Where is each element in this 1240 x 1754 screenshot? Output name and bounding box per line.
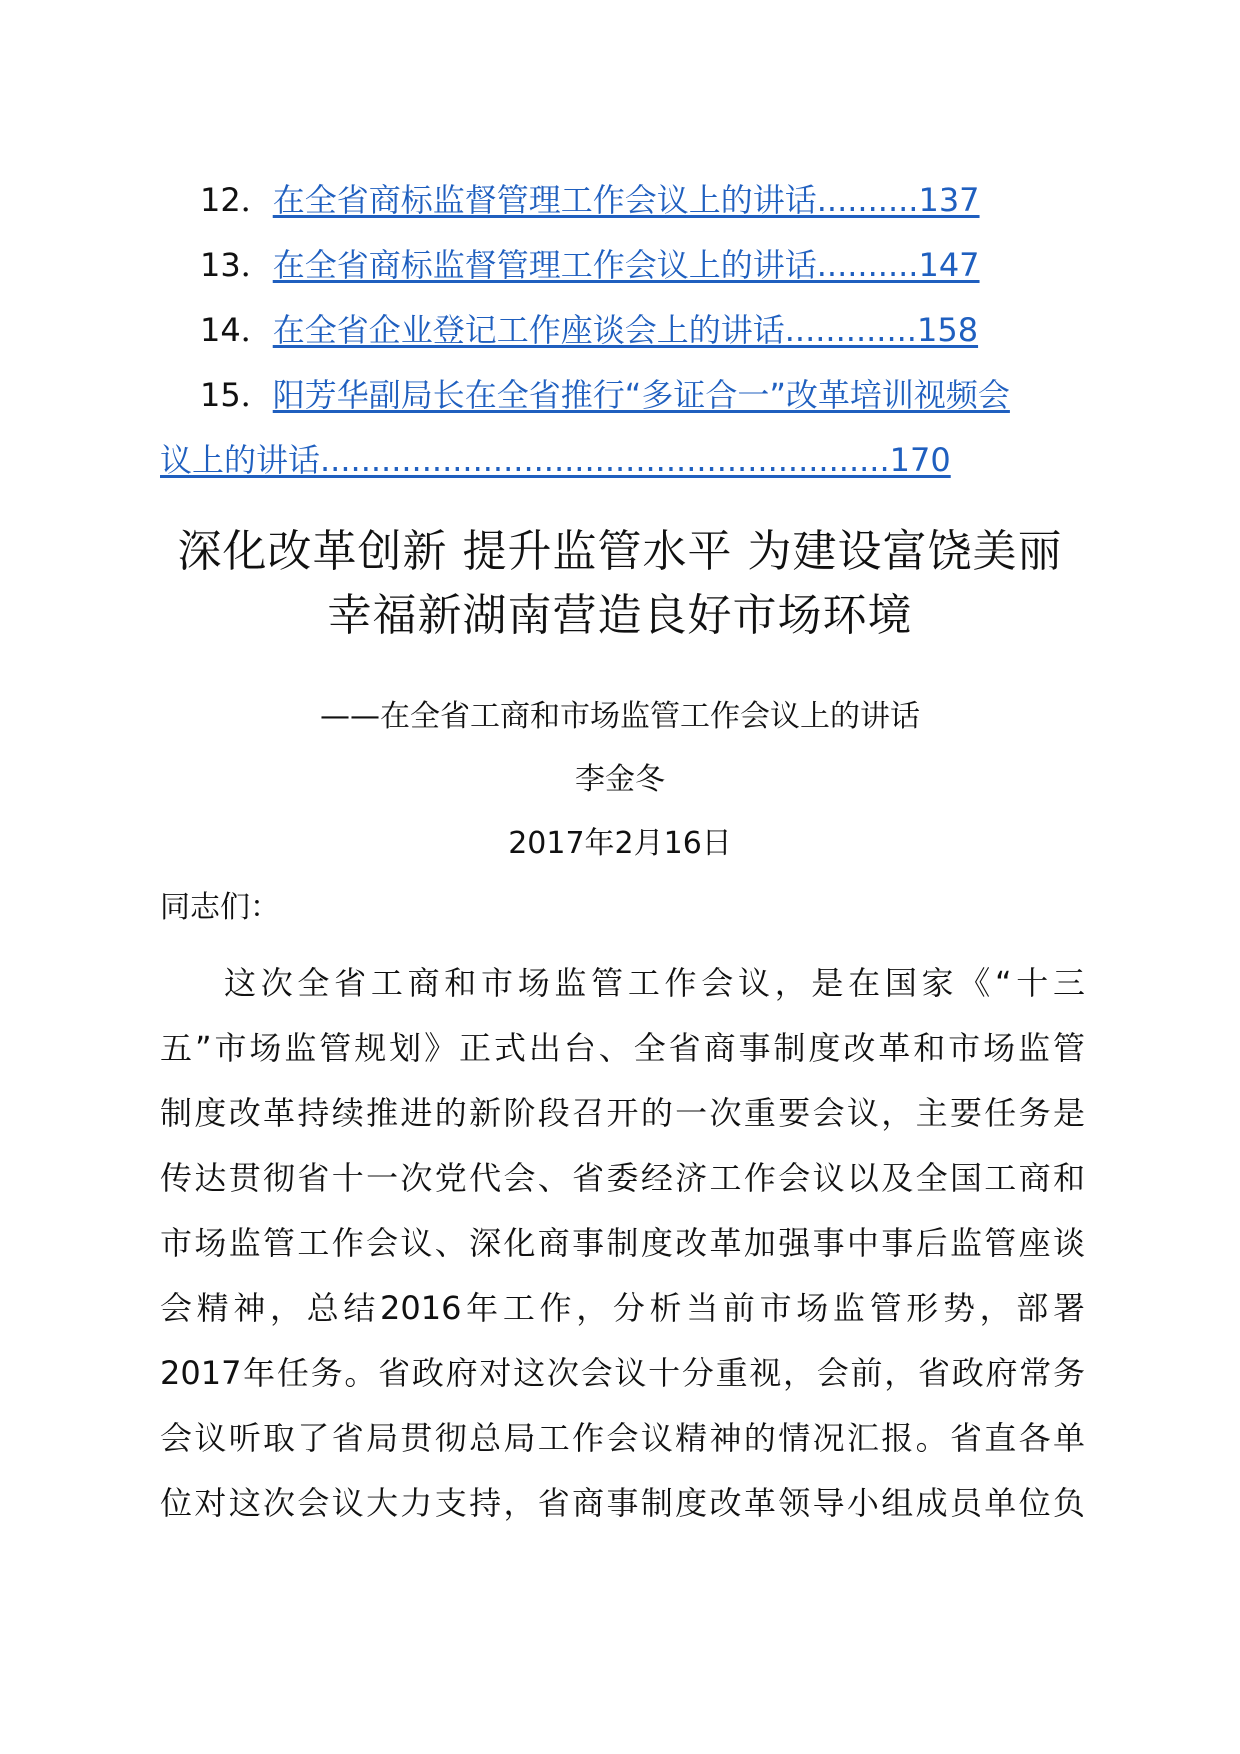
document-title: [0, 520, 1240, 648]
body-line: 市场监管工作会议、深化商事制度改革加强事中事后监管座谈: [160, 1224, 1085, 1262]
toc-link-15[interactable]: 阳芳华副局长在全省推行“多证合一”改革培训视频会: [272, 376, 1010, 414]
toc-item-number: 15．: [200, 376, 273, 414]
title-line-2: 幸福新湖南营造良好市场环境: [327, 590, 913, 641]
document-author: 李金冬: [575, 762, 665, 797]
toc-link-13[interactable]: 在全省商标监督管理工作会议上的讲话..........147: [272, 246, 980, 284]
body-line: 2017年任务。省政府对这次会议十分重视，会前，省政府常务: [160, 1354, 1085, 1392]
body-line: 会议听取了省局贯彻总局工作会议精神的情况汇报。省直各单: [160, 1419, 1085, 1457]
toc-item-15: [160, 363, 1085, 428]
document-subtitle: ——在全省工商和市场监管工作会议上的讲话: [320, 699, 920, 734]
toc-link-12[interactable]: 在全省商标监督管理工作会议上的讲话..........137: [272, 181, 980, 219]
toc-link-15-continued[interactable]: 议上的讲话........................................................170: [160, 441, 951, 479]
body-line: 这次全省工商和市场监管工作会议，是在国家《“十三: [224, 964, 1085, 1002]
body-line: 制度改革持续推进的新阶段召开的一次重要会议，主要任务是: [160, 1094, 1085, 1132]
body-line: 会精神，总结2016年工作，分析当前市场监管形势，部署: [160, 1289, 1085, 1327]
toc-item-number: 13．: [200, 246, 273, 284]
body-line: 位对这次会议大力支持，省商事制度改革领导小组成员单位负: [160, 1484, 1085, 1522]
body-paragraph: [160, 951, 1085, 1536]
toc-item-14: [160, 298, 1085, 363]
toc-item-12: [160, 168, 1085, 233]
body-line: 五”市场监管规划》正式出台、全省商事制度改革和市场监管: [160, 1029, 1085, 1067]
body-line: 传达贯彻省十一次党代会、省委经济工作会议以及全国工商和: [160, 1159, 1085, 1197]
toc-item-13: [160, 233, 1085, 298]
salutation: 同志们：: [160, 890, 280, 925]
document-date: 2017年2月16日: [508, 826, 732, 861]
toc-item-15-continued: [160, 428, 1085, 493]
title-line-1: 深化改革创新 提升监管水平 为建设富饶美丽: [177, 526, 1063, 577]
toc-item-number: 14．: [200, 311, 273, 349]
table-of-contents: [160, 168, 1085, 493]
toc-link-14[interactable]: 在全省企业登记工作座谈会上的讲话.............158: [272, 311, 979, 349]
toc-item-number: 12．: [200, 181, 273, 219]
